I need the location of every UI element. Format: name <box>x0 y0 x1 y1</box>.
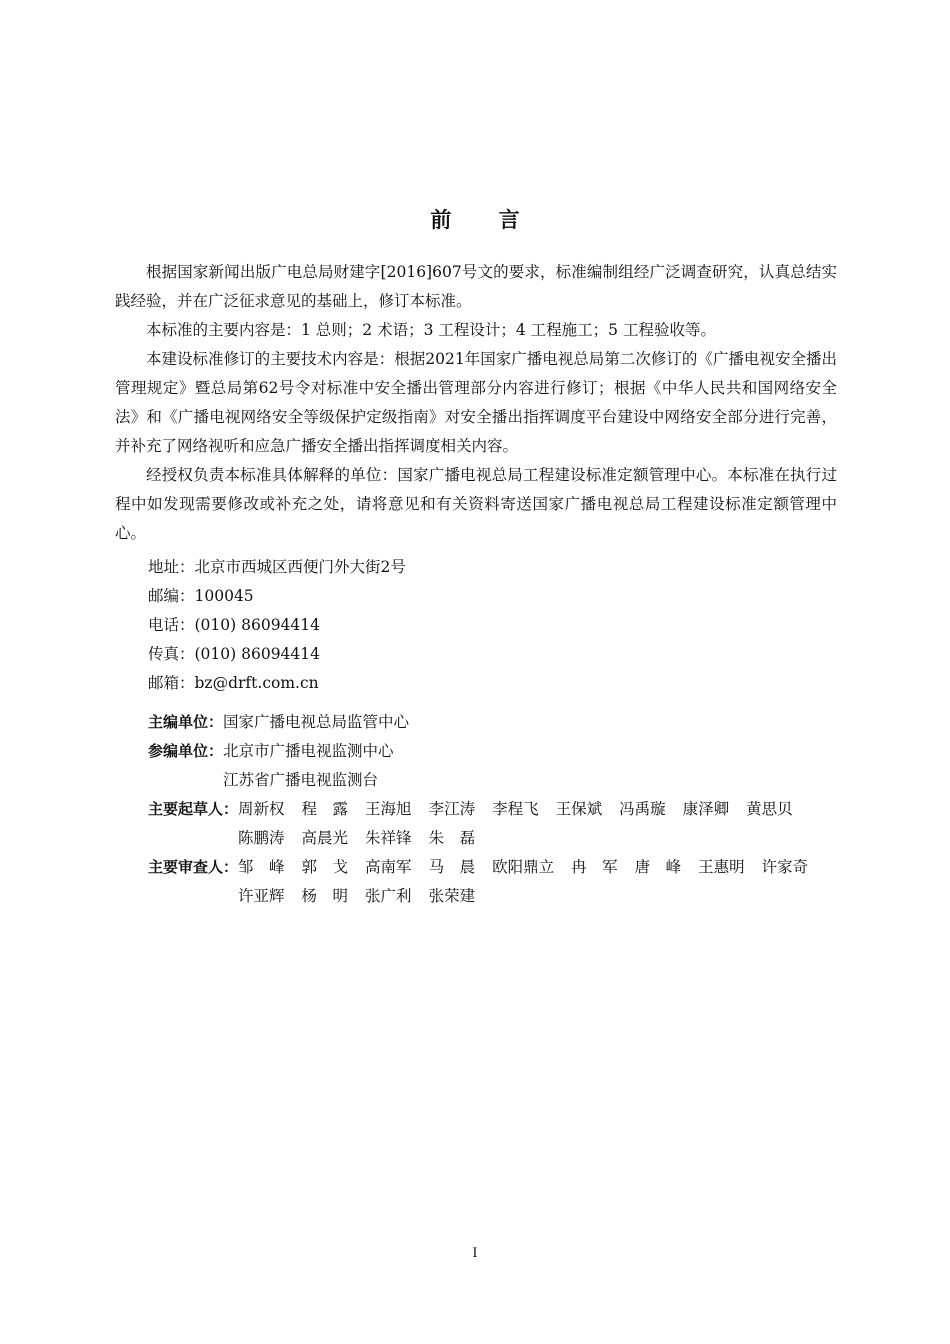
drafter-name: 冯禹璇 <box>619 800 666 818</box>
participant-unit: 北京市广播电视监测中心 <box>223 742 394 760</box>
participants-list <box>223 737 394 795</box>
reviewers-label: 主要审查人： <box>148 858 239 876</box>
drafter-name: 朱 磊 <box>428 829 476 847</box>
contact-phone: 电话：(010) 86094414 <box>148 616 320 634</box>
drafter-name: 李程飞 <box>492 800 539 818</box>
page-title: 前 言 <box>430 208 540 232</box>
drafter-name: 王保斌 <box>555 800 603 818</box>
chief-editor-row <box>148 708 848 737</box>
contact-email: 邮箱：bz@drft.com.cn <box>148 674 319 692</box>
reviewer-name: 许亚辉 <box>238 887 285 905</box>
drafter-name: 朱祥锋 <box>365 829 412 847</box>
drafter-name: 康泽卿 <box>682 800 730 818</box>
contact-address: 地址：北京市西城区西便门外大街2号 <box>148 558 406 576</box>
contact-info <box>148 553 406 698</box>
reviewer-name: 许家奇 <box>761 858 809 876</box>
reviewer-name: 欧阳鼎立 <box>492 858 555 876</box>
reviewer-name: 冉 军 <box>571 858 618 876</box>
contact-fax: 传真：(010) 86094414 <box>148 645 320 663</box>
reviewer-name: 郭 戈 <box>301 858 349 876</box>
drafters-label: 主要起草人： <box>148 800 239 818</box>
participants-label: 参编单位： <box>148 742 224 760</box>
reviewer-name: 邹 峰 <box>238 858 285 876</box>
reviewer-name: 高南军 <box>365 858 412 876</box>
reviewer-name: 马 晨 <box>428 858 476 876</box>
contact-postcode: 邮编：100045 <box>148 587 254 605</box>
paragraph: 根据国家新闻出版广电总局财建字[2016]607号文的要求，标准编制组经广泛调查研究，认真总结实践经验，并在广泛征求意见的基础上，修订本标准。 <box>115 263 837 310</box>
reviewer-name: 唐 峰 <box>634 858 682 876</box>
drafters-row <box>148 795 848 853</box>
participants-row <box>148 737 848 795</box>
paragraph: 本标准的主要内容是：1 总则；2 术语；3 工程设计；4 工程施工；5 工程验收等。 <box>146 321 716 339</box>
paragraph: 经授权负责本标准具体解释的单位：国家广播电视总局工程建设标准定额管理中心。本标准在执行过程中如发现需要修改或补充之处，请将意见和有关资料寄送国家广播电视总局工程建设标准定额管理中心。 <box>115 466 837 542</box>
drafter-name: 李江涛 <box>428 800 476 818</box>
drafter-name: 王海旭 <box>365 800 412 818</box>
reviewer-name: 张荣建 <box>428 887 476 905</box>
drafter-name: 黄思贝 <box>746 800 793 818</box>
chief-editor-unit: 国家广播电视总局监管中心 <box>223 713 410 731</box>
paragraph: 本建设标准修订的主要技术内容是：根据2021年国家广播电视总局第二次修订的《广播电视安全播出管理规定》暨总局第62号令对标准中安全播出管理部分内容进行修订；根据《中华人民共和国网络安全法》和《广播电视网络安全等级保护定级指南》对安全播出指挥调度平台建设中网络安全部分进行完善，并补充了网络视听和应急广播安全播出指挥调度相关内容。 <box>115 350 837 455</box>
drafter-name: 高晨光 <box>301 829 349 847</box>
drafter-name: 陈鹏涛 <box>238 829 285 847</box>
reviewer-name: 张广利 <box>365 887 412 905</box>
reviewer-name: 王惠明 <box>698 858 745 876</box>
reviewer-name: 杨 明 <box>301 887 349 905</box>
participant-unit: 江苏省广播电视监测台 <box>223 771 379 789</box>
drafters-list <box>238 795 838 853</box>
drafter-name: 周新权 <box>238 800 285 818</box>
page-number: I <box>472 1246 478 1261</box>
drafter-name: 程 露 <box>301 800 349 818</box>
chief-editor-label: 主编单位： <box>148 713 224 731</box>
reviewers-row <box>148 853 848 911</box>
preface-body <box>115 258 837 548</box>
reviewers-list <box>238 853 838 911</box>
credits <box>148 708 848 911</box>
